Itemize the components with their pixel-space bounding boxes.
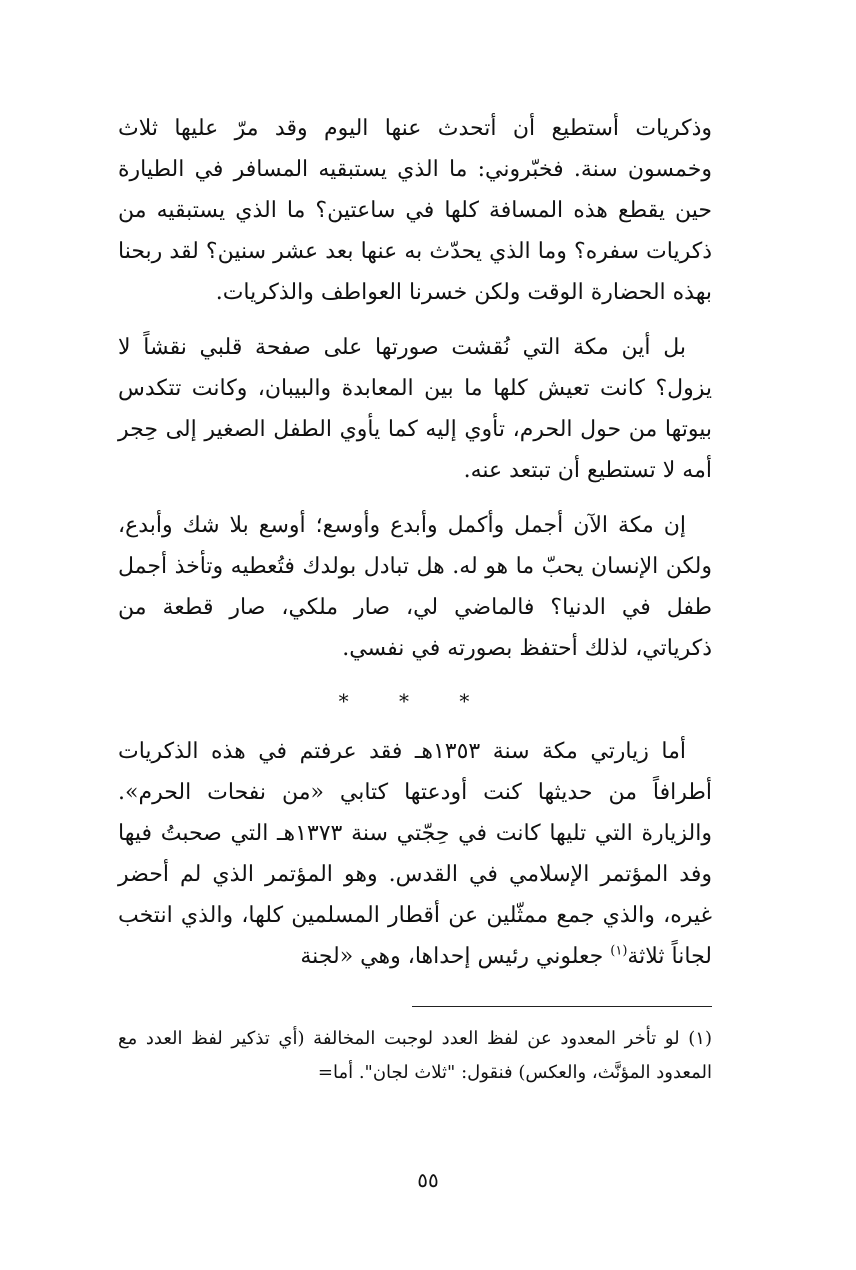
- footnote-reference[interactable]: (١): [610, 943, 628, 959]
- footnotes-area: [118, 1006, 712, 1090]
- footnote-1: (١) لو تأخر المعدود عن لفظ العدد لوجبت المخالفة (أي تذكير لفظ العدد مع المعدود المؤنَّث، والعكس) فنقول: "ثلاث لجان". أما=: [118, 1028, 712, 1083]
- paragraph-gap: [118, 313, 712, 327]
- paragraph-2: بل أين مكة التي نُقشت صورتها على صفحة قلبي نقشاً لا يزول؟ كانت تعيش كلها ما بين المعابدة والبيبان، وكانت تتكدس بيوتها من حول الحرم، تأوي إليه كما يأوي الطفل الصغير إلى حِجر أمه لا تستطيع أن تبتعد عنه.: [118, 335, 712, 483]
- page-number: ٥٥: [417, 1168, 439, 1192]
- page-body: [118, 108, 712, 977]
- paragraph-4-text: أما زيارتي مكة سنة ١٣٥٣هـ فقد عرفتم في هذه الذكريات أطرافاً من حديثها كنت أودعتها كتابي «من نفحات الحرم». والزيارة التي تليها كانت في حِجّتي سنة ١٣٧٣هـ التي صحبتُ فيها وفد المؤتمر الإسلامي في القدس. وهو المؤتمر الذي لم أحضر غيره، والذي جمع ممثّلين عن أقطار المسلمين كلها، والذي انتخب لجاناً ثلاثة: [118, 739, 712, 969]
- paragraph-gap: [118, 491, 712, 505]
- footnote-divider: [412, 1006, 712, 1007]
- section-separator: * * *: [338, 689, 492, 713]
- paragraph-4: [118, 731, 712, 977]
- paragraph-3: إن مكة الآن أجمل وأكمل وأبدع وأوسع؛ أوسع بلا شك وأبدع، ولكن الإنسان يحبّ ما هو له. هل تبادل بولدك فتُعطيه وتأخذ أجمل طفل في الدنيا؟ فالماضي لي، صار ملكي، صار قطعة من ذكرياتي، لذلك أحتفظ بصورته في نفسي.: [118, 513, 712, 661]
- paragraph-4-continuation: جعلوني رئيس إحداها، وهي «لجنة: [300, 944, 611, 969]
- paragraph-1: وذكريات أستطيع أن أتحدث عنها اليوم وقد مرّ عليها ثلاث وخمسون سنة. فخبّروني: ما الذي يستبقيه المسافر في الطيارة حين يقطع هذه المسافة كلها في ساعتين؟ ما الذي يستبقيه من ذكريات سفره؟ وما الذي يحدّث به عنها بعد عشر سنين؟ لقد ربحنا بهذه الحضارة الوقت ولكن خسرنا العواطف والذكريات.: [118, 116, 712, 305]
